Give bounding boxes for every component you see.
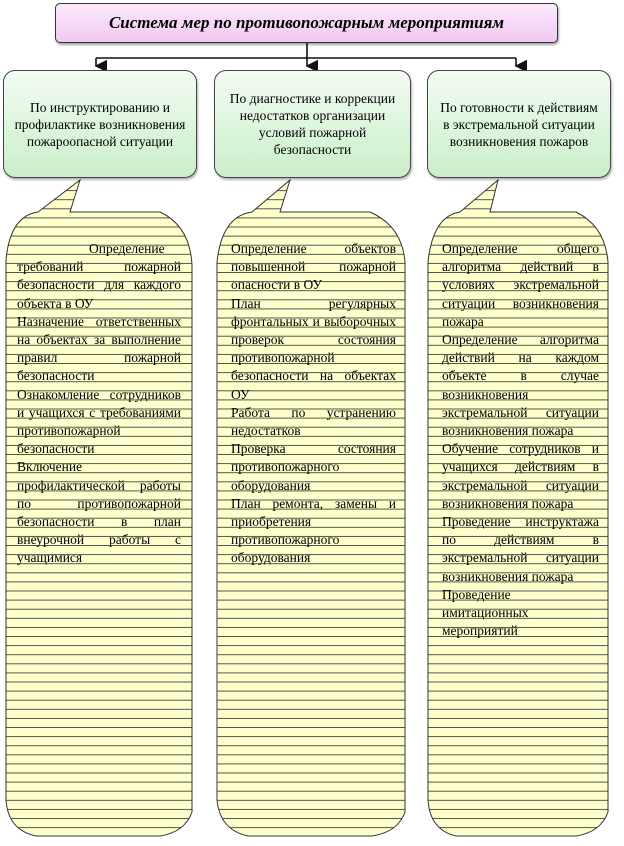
diagram-title: Система мер по противопожарным мероприятиям: [55, 3, 558, 43]
measure-item: Определение объектов повышенной пожарной опасности в ОУ: [231, 241, 396, 293]
callout-text-3: [442, 240, 599, 640]
measure-item: Определение требований пожарной безопасности для каждого объекта в ОУ: [17, 241, 181, 311]
connector-lines: [96, 43, 516, 66]
measure-item: Определение общего алгоритма действий в условиях экстремальной ситуации возникновения пожара: [442, 241, 599, 329]
measure-item: Обучение сотрудников и учащихся действиям в экстремальной ситуации возникновения пожара: [442, 441, 599, 511]
category-box-1: По инструктированию и профилактике возникновения пожароопасной ситуации: [3, 70, 197, 178]
measure-item: Ознакомление сотрудников и учащихся с требованиями противопожарной безопасности: [17, 386, 181, 457]
callout-text-1: [17, 240, 181, 568]
category-box-3: По готовности к действиям в экстремальной ситуации возникновения пожаров: [427, 70, 611, 178]
measure-item: Проведение инструктажа по действиям в экстремальной ситуации возникновения пожара: [442, 514, 599, 584]
measure-item: Работа по устранению недостатков: [231, 404, 396, 439]
measure-item: Включение профилактической работы по противопожарной безопасности в план внеурочной работы с учащимися: [17, 459, 181, 566]
measure-item: План регулярных фронтальных и выборочных проверок состояния противопожарной безопасности на объектах ОУ: [231, 295, 396, 402]
measure-item: Назначение ответственных на объектах за выполнение правил пожарной безопасности: [17, 313, 181, 384]
measure-item: Проведение имитационных мероприятий: [442, 586, 529, 639]
category-box-2: По диагностике и коррекции недостатков организации условий пожарной безопасности: [214, 70, 411, 178]
measure-item: План ремонта, замены и приобретения противопожарного оборудования: [231, 495, 396, 566]
measure-item: Проверка состояния противопожарного оборудования: [231, 441, 396, 493]
measure-item: Определение алгоритма действий на каждом объекте в случае возникновения экстремальной ситуации возникновения пожара: [442, 332, 599, 439]
callout-text-2: [231, 240, 396, 568]
